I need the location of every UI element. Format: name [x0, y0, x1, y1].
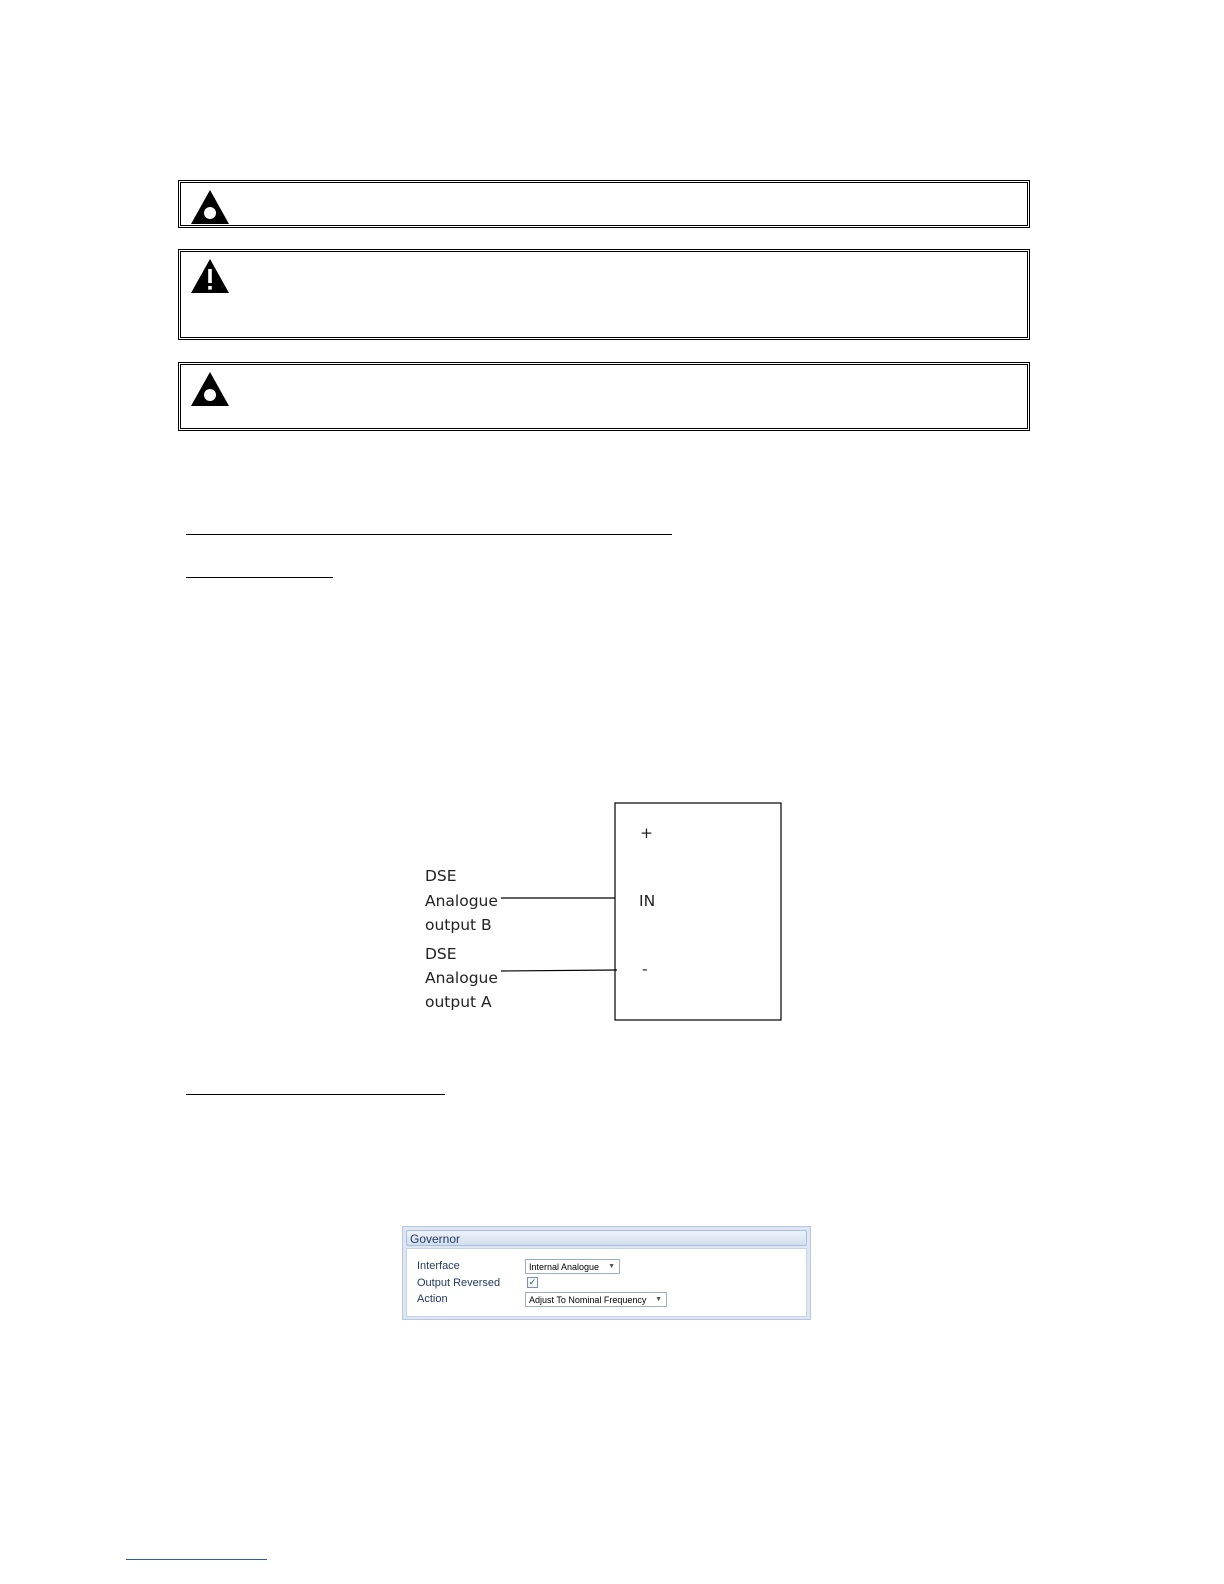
- note-box: [178, 362, 1030, 431]
- subheading-underline: [186, 1094, 445, 1095]
- caution-box: [178, 249, 1030, 340]
- note-box: [178, 180, 1030, 228]
- note-triangle-icon: [189, 188, 231, 226]
- output-reversed-checkbox[interactable]: [527, 1277, 538, 1288]
- action-label: Action: [417, 1293, 448, 1305]
- heading-underline: [186, 534, 672, 535]
- action-dropdown[interactable]: [525, 1292, 667, 1307]
- wiring-diagram: [415, 795, 795, 1030]
- terminal-plus: +: [640, 824, 653, 842]
- note-triangle-icon: [189, 370, 231, 408]
- checkmark-icon: ✓: [528, 1277, 537, 1287]
- caution-triangle-icon: [189, 257, 231, 295]
- source-a-line-3: output A: [425, 993, 492, 1011]
- action-value: Adjust To Nominal Frequency: [529, 1295, 647, 1305]
- interface-dropdown[interactable]: [525, 1259, 620, 1274]
- chevron-down-icon: ▼: [655, 1296, 662, 1303]
- terminal-minus: -: [642, 960, 648, 978]
- chevron-down-icon: ▼: [608, 1263, 615, 1270]
- wire-output-a: [501, 970, 617, 971]
- governor-settings-panel: [402, 1226, 811, 1320]
- interface-label: Interface: [417, 1260, 460, 1272]
- interface-value: Internal Analogue: [529, 1262, 600, 1272]
- output-reversed-label: Output Reversed: [417, 1277, 501, 1289]
- source-b-line-3: output B: [425, 916, 492, 934]
- panel-title: Governor: [406, 1230, 807, 1246]
- source-b-line-1: DSE: [425, 867, 457, 885]
- subheading-underline: [186, 577, 333, 578]
- source-b-line-2: Analogue: [425, 892, 498, 910]
- panel-body: [406, 1248, 807, 1317]
- footer-link-underline: [126, 1559, 267, 1560]
- terminal-in: IN: [639, 892, 656, 910]
- source-a-line-1: DSE: [425, 945, 457, 963]
- source-a-line-2: Analogue: [425, 969, 498, 987]
